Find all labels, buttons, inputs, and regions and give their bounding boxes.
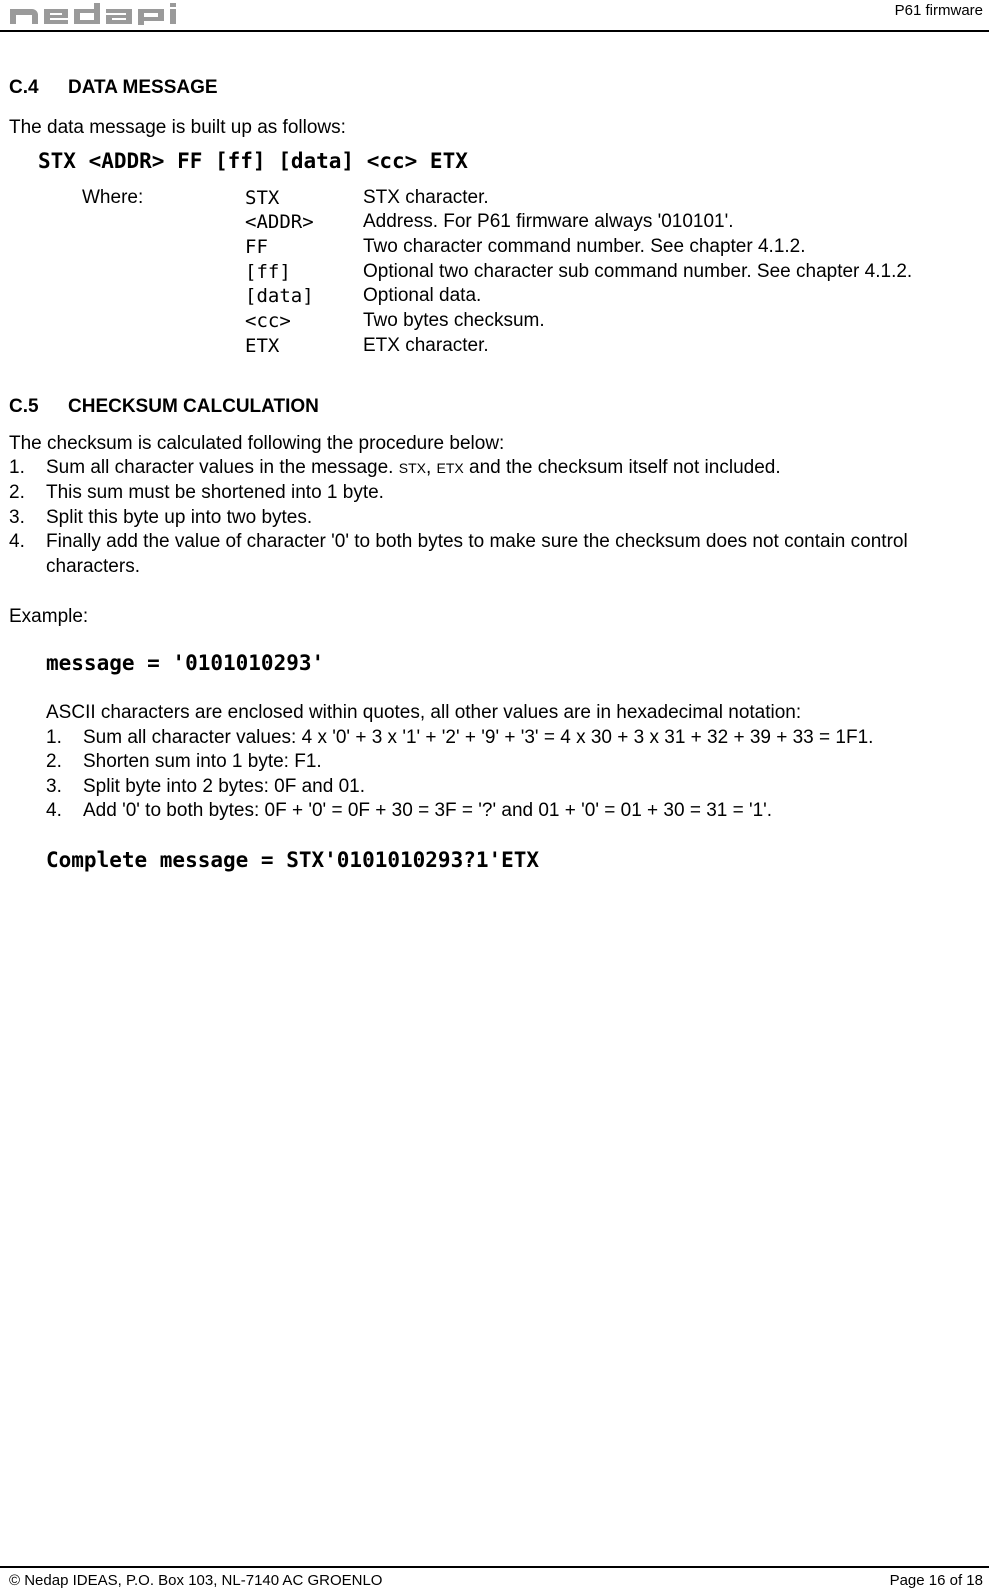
where-label: Where: bbox=[82, 187, 144, 208]
section-heading-c4 bbox=[9, 77, 218, 99]
definition-term: [data] bbox=[245, 285, 314, 307]
message-format: STX <ADDR> FF [ff] [data] <cc> ETX bbox=[38, 149, 468, 173]
definition-term: STX bbox=[245, 187, 280, 209]
example-label: Example: bbox=[9, 606, 89, 627]
document-title: P61 firmware bbox=[894, 2, 983, 19]
c4-intro: The data message is built up as follows: bbox=[9, 117, 346, 138]
example-note: ASCII characters are enclosed within quotes, all other values are in hexadecimal notation: bbox=[46, 702, 802, 723]
footer-address: © Nedap IDEAS, P.O. Box 103, NL-7140 AC GROENLO bbox=[9, 1572, 383, 1589]
definition-term: ETX bbox=[245, 335, 280, 357]
section-title: DATA MESSAGE bbox=[68, 77, 218, 98]
definition-desc: Two character command number. See chapter 4.1.2. bbox=[363, 236, 806, 257]
definition-term: <ADDR> bbox=[245, 211, 314, 233]
page-header bbox=[0, 0, 989, 31]
complete-message: Complete message = STX'0101010293?1'ETX bbox=[46, 848, 540, 872]
section-number: C.4 bbox=[9, 77, 39, 98]
definition-desc: Address. For P61 firmware always '010101'. bbox=[363, 211, 734, 232]
footer-divider bbox=[0, 1566, 989, 1568]
definition-desc: Optional data. bbox=[363, 285, 482, 306]
header-divider bbox=[0, 30, 989, 32]
definition-desc: STX character. bbox=[363, 187, 489, 208]
definition-term: <cc> bbox=[245, 310, 291, 332]
definition-term: [ff] bbox=[245, 261, 291, 283]
c5-intro: The checksum is calculated following the procedure below: bbox=[9, 433, 505, 454]
section-number: C.5 bbox=[9, 396, 39, 417]
page-number: Page 16 of 18 bbox=[889, 1572, 983, 1589]
definition-desc: Two bytes checksum. bbox=[363, 310, 545, 331]
definition-desc: ETX character. bbox=[363, 335, 489, 356]
section-heading-c5 bbox=[9, 396, 319, 418]
definition-term: FF bbox=[245, 236, 268, 258]
definition-desc: Optional two character sub command number. See chapter 4.1.2. bbox=[363, 261, 913, 282]
nedap-logo bbox=[10, 3, 180, 25]
section-title: CHECKSUM CALCULATION bbox=[68, 396, 319, 417]
example-message: message = '0101010293' bbox=[46, 651, 325, 675]
